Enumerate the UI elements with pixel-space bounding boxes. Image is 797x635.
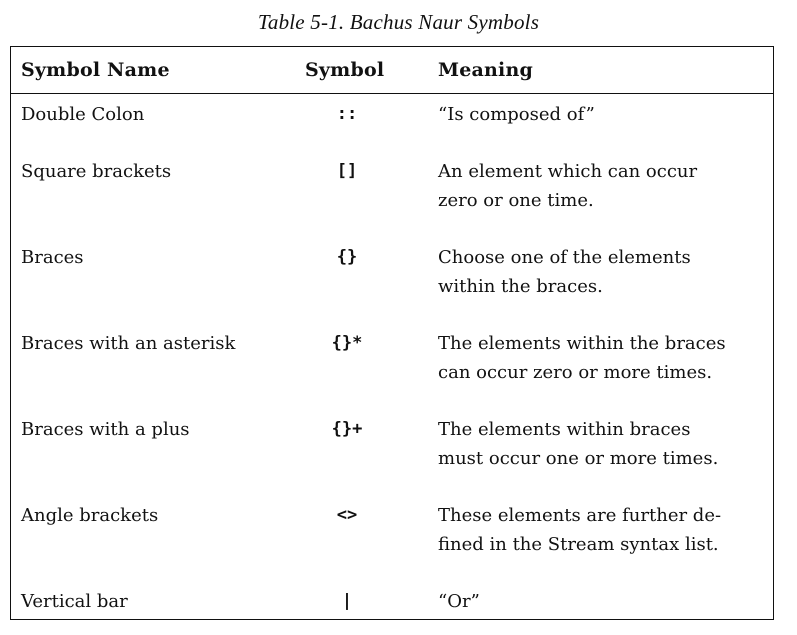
header-symbol: Symbol — [305, 59, 385, 81]
meaning-line: can occur zero or more times. — [438, 362, 713, 383]
row-meaning — [438, 157, 768, 215]
row-symbol: [] — [336, 161, 358, 181]
meaning-line: “Or” — [438, 591, 480, 612]
row-symbol-name: Double Colon — [21, 104, 145, 125]
row-symbol: | — [341, 591, 353, 611]
row-symbol: {}+ — [331, 419, 363, 439]
meaning-line: Choose one of the elements — [438, 247, 691, 268]
row-symbol-name: Square brackets — [21, 161, 172, 182]
meaning-line: zero or one time. — [438, 190, 594, 211]
row-symbol-name: Braces with an asterisk — [21, 333, 236, 354]
row-meaning — [438, 501, 768, 559]
row-meaning — [438, 243, 768, 301]
bnf-symbols-table — [10, 46, 774, 620]
row-meaning — [438, 415, 768, 473]
meaning-line: “Is composed of” — [438, 104, 595, 125]
row-symbol-name: Braces — [21, 247, 84, 268]
row-meaning — [438, 100, 768, 129]
meaning-line: An element which can occur — [438, 161, 698, 182]
table-header — [11, 47, 773, 93]
header-symbol-name: Symbol Name — [21, 59, 170, 81]
row-symbol-name: Braces with a plus — [21, 419, 190, 440]
meaning-line: within the braces. — [438, 276, 603, 297]
row-symbol: :: — [336, 104, 358, 124]
row-symbol-name: Angle brackets — [21, 505, 159, 526]
row-symbol: <> — [336, 505, 358, 525]
row-meaning — [438, 587, 768, 616]
meaning-line: The elements within the braces — [438, 333, 726, 354]
row-symbol-name: Vertical bar — [21, 591, 128, 612]
header-meaning: Meaning — [438, 59, 533, 81]
row-symbol: {} — [336, 247, 358, 267]
meaning-line: These elements are further de- — [438, 505, 722, 526]
meaning-line: The elements within braces — [438, 419, 691, 440]
meaning-line: fined in the Stream syntax list. — [438, 534, 719, 555]
table-caption: Table 5-1. Bachus Naur Symbols — [257, 10, 540, 34]
row-symbol: {}* — [331, 333, 363, 353]
meaning-line: must occur one or more times. — [438, 448, 719, 469]
header-divider — [11, 93, 773, 94]
row-meaning — [438, 329, 768, 387]
